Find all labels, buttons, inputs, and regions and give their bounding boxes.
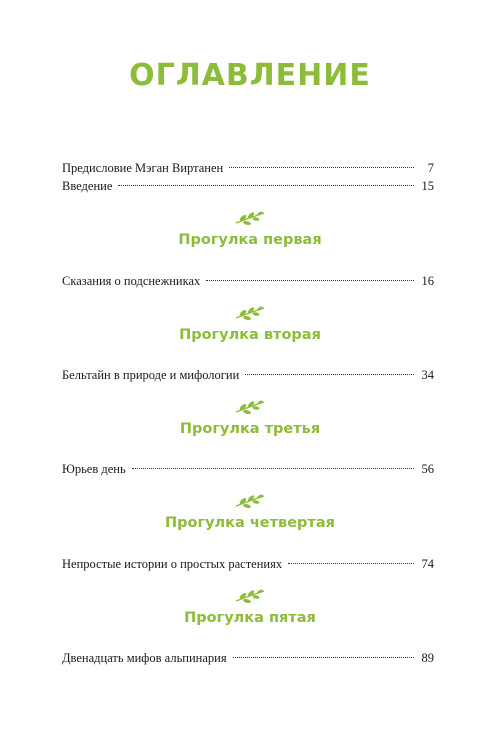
leaf-sprig-icon — [234, 306, 266, 320]
toc-entry-page: 15 — [421, 179, 434, 193]
toc-entry-snowdrops[interactable] — [62, 273, 434, 289]
section-heading-2: Прогулка вторая — [179, 327, 321, 343]
dot-leader — [206, 280, 414, 281]
toc-entry-alpinarium-myths[interactable] — [62, 650, 434, 666]
toc-entry-page: 16 — [421, 274, 434, 288]
dot-leader — [233, 657, 414, 658]
dot-leader — [118, 185, 414, 186]
toc-entry-label: Введение — [62, 179, 113, 193]
toc-entry-page: 7 — [427, 161, 434, 175]
toc-entry-page: 74 — [421, 557, 434, 571]
toc-entry-label: Предисловие Мэган Виртанен — [62, 161, 224, 175]
leaf-sprig-icon — [234, 400, 266, 414]
toc-entry-introduction[interactable] — [62, 178, 434, 194]
toc-entry-foreword[interactable] — [62, 160, 434, 176]
toc-entry-label: Двенадцать мифов альпинария — [62, 651, 227, 665]
toc-entry-label: Бельтайн в природе и мифологии — [62, 368, 240, 382]
dot-leader — [229, 167, 414, 168]
page-title: ОГЛАВЛЕНИЕ — [129, 58, 371, 93]
section-heading-3: Прогулка третья — [179, 421, 321, 437]
toc-entry-page: 89 — [421, 651, 434, 665]
toc-entry-simple-plants[interactable] — [62, 556, 434, 572]
dot-leader — [132, 468, 414, 469]
section-heading-1: Прогулка первая — [178, 232, 322, 248]
toc-entry-beltane[interactable] — [62, 367, 434, 383]
leaf-sprig-icon — [234, 589, 266, 603]
toc-entry-page: 34 — [421, 368, 434, 382]
section-heading-4: Прогулка четвертая — [165, 515, 335, 531]
toc-entry-label: Юрьев день — [62, 462, 126, 476]
leaf-sprig-icon — [234, 211, 266, 225]
section-heading-5: Прогулка пятая — [184, 610, 316, 626]
dot-leader — [288, 563, 414, 564]
toc-entry-page: 56 — [421, 462, 434, 476]
toc-entry-label: Непростые истории о простых растениях — [62, 557, 283, 571]
toc-entry-label: Сказания о подснежниках — [62, 274, 201, 288]
dot-leader — [245, 374, 414, 375]
leaf-sprig-icon — [234, 494, 266, 508]
toc-entry-yuryev-day[interactable] — [62, 461, 434, 477]
